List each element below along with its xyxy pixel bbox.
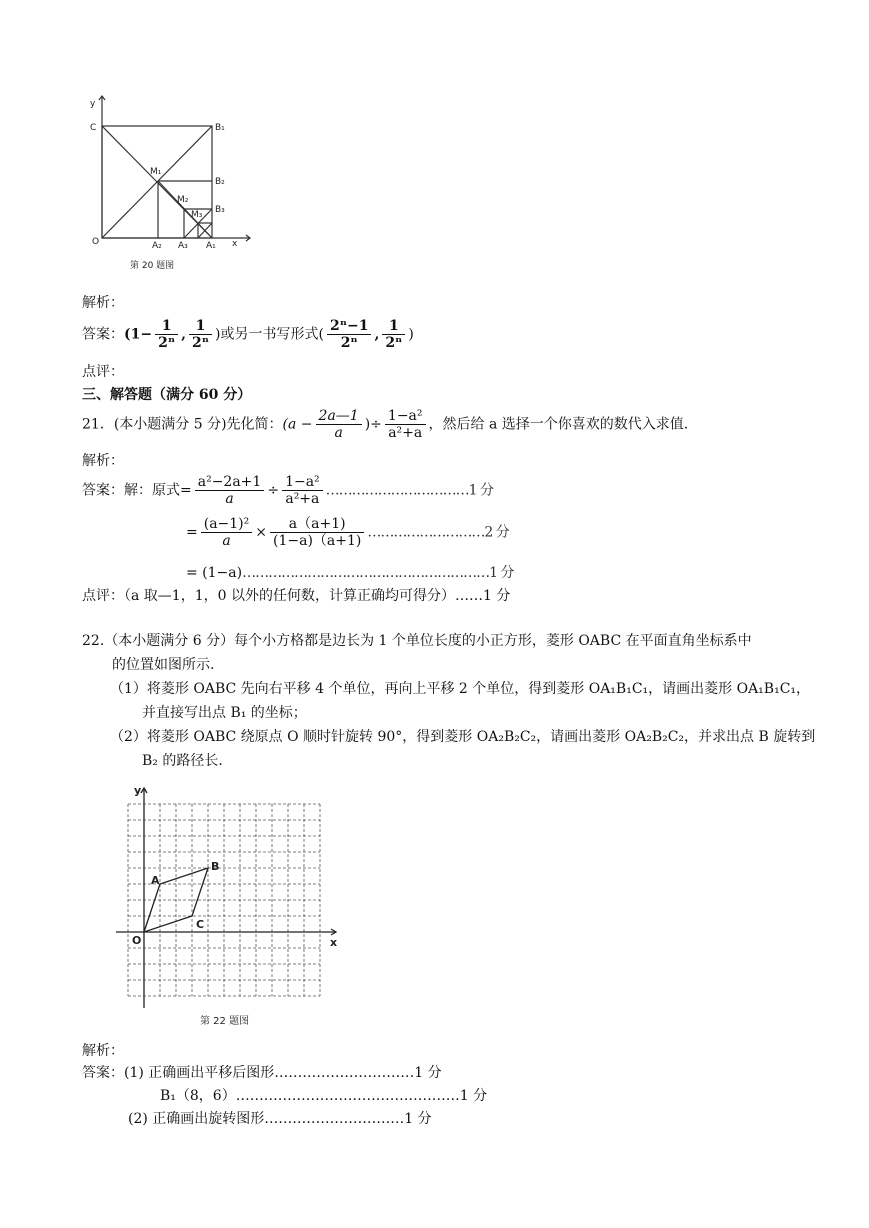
fig22-label-y: y — [134, 784, 142, 797]
fig22-label-o: O — [132, 934, 142, 947]
q20-frac-3: $\frac{\text{2ⁿ−1}}{\text{2ⁿ}}$ — [327, 318, 371, 351]
q20-analysis-label: 解析： — [82, 295, 124, 311]
fig20-label-c: C — [90, 123, 97, 133]
section-3-title: 三、解答题（满分 60 分） — [82, 387, 252, 403]
fig22-label-x: x — [330, 936, 338, 949]
fig20-label-a1: A₁ — [206, 241, 216, 251]
fig20-label-x: x — [232, 239, 238, 249]
q22-answer-1: 答案：(1) 正确画出平移后图形…………………………1 分 — [82, 1065, 442, 1081]
q22-line-1: 22.（本小题满分 6 分）每个小方格都是边长为 1 个单位长度的小正方形，菱形 OABC 在平面直角坐标系中 — [82, 633, 752, 649]
q21-frac-1: $\frac{2a—1}{a}$ — [316, 408, 362, 441]
q20-comment-label: 点评： — [82, 364, 124, 380]
figure-20-diagram — [82, 88, 262, 278]
q22-analysis-label: 解析： — [82, 1043, 124, 1059]
fig20-label-a2: A₂ — [152, 241, 162, 251]
q22-part-2b: B₂ 的路径长. — [142, 753, 223, 769]
q22-part-1b: 并直接写出点 B₁ 的坐标； — [142, 705, 307, 721]
q20-ans-mid: )或另一书写形式( — [215, 326, 324, 343]
fig20-label-y: y — [90, 99, 96, 109]
fig22-caption: 第 22 题图 — [200, 1016, 250, 1027]
fig20-label-b3: B₃ — [215, 205, 225, 215]
q22-answer-3: (2) 正确画出旋转图形…………………………1 分 — [128, 1111, 432, 1127]
q21-step-2: = $\frac{\text{(a−1)²}}{a}$ × $\frac{a(a+1)}{(1-a)(a+1)}$ ………………………2 分 — [186, 516, 509, 549]
q22-part-1a: （1）将菱形 OABC 先向右平移 4 个单位，再向上平移 2 个单位，得到菱形 OA₁B₁C₁，请画出菱形 OA₁B₁C₁， — [110, 681, 811, 697]
q21-step-1: 答案：解：原式= $\frac{\text{a²−2a+1}}{a}$ ÷ $\frac{\text{1−a²}}{\text{a²+a}}$ ……………………………1 分 — [82, 474, 494, 507]
q20-ans-open: (1− — [124, 326, 153, 343]
q20-answer-label: 答案： — [82, 326, 124, 343]
q22-part-2a: （2）将菱形 OABC 绕原点 O 顺时针旋转 90°，得到菱形 OA₂B₂C₂，请画出菱形 OA₂B₂C₂，并求出点 B 旋转到 — [110, 729, 816, 745]
figure-22 — [104, 780, 354, 1032]
q20-frac-2: $\frac{1}{\text{2ⁿ}}$ — [189, 318, 212, 351]
q21-frac-2: $\frac{\text{1−a²}}{\text{a²+a}}$ — [385, 408, 426, 441]
fig20-label-m3: M₃ — [191, 210, 203, 220]
fig20-label-a3: A₃ — [178, 241, 188, 251]
q20-frac-1: $\frac{1}{\text{2ⁿ}}$ — [155, 318, 178, 351]
q20-frac-4: $\frac{1}{\text{2ⁿ}}$ — [382, 318, 405, 351]
figure-20 — [82, 88, 262, 278]
fig20-label-m1: M₁ — [150, 167, 162, 177]
fig20-label-b1: B₁ — [215, 123, 225, 133]
fig20-label-b2: B₂ — [215, 177, 225, 187]
fig22-label-a: A — [151, 874, 160, 887]
fig22-label-b: B — [211, 860, 220, 873]
fig20-label-o: O — [92, 237, 100, 247]
q21-analysis-label: 解析： — [82, 453, 124, 469]
q22-line-2: 的位置如图所示. — [112, 657, 215, 673]
q21-step-3: = (1−a)…………………………………………………1 分 — [186, 565, 514, 581]
q21-question: 21．(本小题满分 5 分)先化简：(a − $\frac{2a—1}{a}$ )÷ $\frac{\text{1−a²}}{\text{a²+a}}$ ，然后给 a 选择一个你喜欢的数代入求值. — [82, 408, 689, 441]
fig22-label-c: C — [196, 918, 205, 931]
fig20-label-m2: M₂ — [177, 195, 189, 205]
q20-answer: 答案：(1− $\frac{1}{\text{2ⁿ}}$ , $\frac{1}{\text{2ⁿ}}$ )或另一书写形式( $\frac{\text{2ⁿ−1}}{\text{2ⁿ}}$ , $\frac{1}{\text{2ⁿ}}$ ) — [82, 318, 414, 351]
figure-22-grid — [104, 780, 354, 1032]
fig20-caption: 第 20 题图 — [130, 261, 175, 271]
q22-answer-2: B₁（8，6）…………………………………………1 分 — [160, 1088, 488, 1104]
q21-comment: 点评：（a 取—1，1，0 以外的任何数，计算正确均可得分）……1 分 — [82, 588, 511, 604]
